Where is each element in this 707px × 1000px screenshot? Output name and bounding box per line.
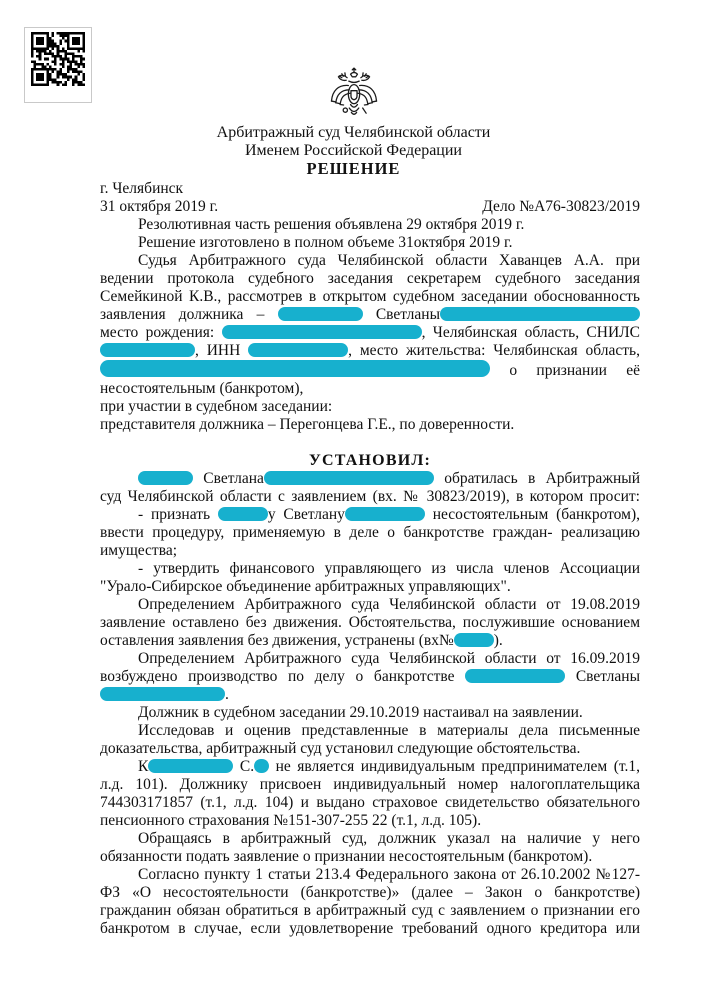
text-run: .: [225, 686, 229, 703]
redaction-mark: [222, 325, 422, 339]
section-heading: [100, 452, 640, 470]
text-line: [100, 722, 640, 740]
text-run: заявления должника –: [100, 306, 278, 323]
text-line: [100, 758, 640, 776]
text-run: Определением Арбитражного суда Челябинской области от 19.08.2019: [138, 596, 640, 613]
text-run: заявление оставлено без движения. Обстоятельства, послужившие основанием: [100, 614, 640, 631]
text-run: С.: [233, 758, 255, 775]
text-run: Семейкиной К.В., рассмотрев в открытом судебном заседании обоснованность: [100, 288, 640, 305]
text-run: - признать: [138, 506, 218, 523]
text-line: [100, 288, 640, 306]
text-line: [100, 830, 640, 848]
text-line: [100, 614, 640, 632]
text-run: К: [138, 758, 149, 775]
text-line: [100, 324, 640, 342]
text-line: [100, 794, 640, 812]
court-name: Арбитражный суд Челябинской области: [216, 124, 491, 141]
blank-line: [100, 434, 640, 452]
text-run: Резолютивная часть решения объявлена 29 октября 2019 г.: [138, 216, 525, 233]
text-line: [100, 632, 640, 650]
text-run: , место жительства: Челябинская область,: [348, 342, 640, 359]
text-line: [100, 776, 640, 794]
redaction-mark: [100, 687, 225, 701]
text-line: [100, 398, 640, 416]
text-run: ввести процедуру, применяемую в деле о банкротстве граждан- реализацию: [100, 524, 640, 541]
text-run: место рождения:: [100, 324, 222, 341]
redaction-mark: [465, 669, 565, 683]
text-run: несостоятельным (банкротом),: [100, 380, 304, 397]
text-line: [100, 686, 640, 704]
text-line: [100, 470, 640, 488]
text-run: Обращаясь в арбитражный суд, должник указал на наличие у него: [138, 830, 640, 847]
text-line: [100, 560, 640, 578]
text-line: [100, 578, 640, 596]
text-run: возбуждено производство по делу о банкротстве: [100, 668, 466, 685]
text-line: [100, 488, 640, 506]
text-run: обратилась в Арбитражный: [433, 470, 640, 487]
text-run: доказательства, арбитражный суд установил следующие обстоятельства.: [100, 740, 581, 757]
text-line: [100, 866, 640, 884]
text-run: несостоятельным (банкротом),: [424, 506, 640, 523]
text-run: пенсионного страхования №151-307-255 22 (т.1, л.д. 105).: [100, 812, 482, 829]
text-run: , Челябинская область, СНИЛС: [421, 324, 640, 341]
text-run: не является индивидуальным предпринимателем (т.1,: [269, 758, 640, 775]
text-run: "Урало-Сибирское объединение арбитражных управляющих".: [100, 578, 511, 595]
redaction-mark: [148, 759, 233, 773]
russian-federation-coat-of-arms-icon: [0, 0, 707, 124]
text-run: имущества;: [100, 542, 178, 559]
text-run: оставления заявления без движения, устранены (вх№: [100, 632, 454, 649]
text-line: [100, 252, 640, 270]
text-run: - утвердить финансового управляющего из числа членов Ассоциации: [138, 560, 640, 577]
text-line: [100, 380, 640, 398]
text-run: Исследовав и оценив представленные в материалы дела письменные: [138, 722, 640, 739]
text-line: [100, 596, 640, 614]
redaction-mark: [100, 343, 195, 357]
text-run: у Светлану: [267, 506, 345, 523]
text-line: [100, 506, 640, 524]
text-run: ФЗ «О несостоятельности (банкротстве)» (далее – Закон о банкротстве): [100, 884, 640, 901]
redaction-mark: [138, 471, 193, 485]
text-run: Определением Арбитражного суда Челябинской области от 16.09.2019: [138, 650, 640, 667]
date-case-row: [100, 198, 640, 216]
redaction-mark: [254, 759, 269, 773]
redaction-mark: [248, 343, 348, 357]
text-line: [100, 740, 640, 758]
redaction-mark: [345, 507, 425, 521]
text-run: Светланы: [362, 306, 440, 323]
text-run: представителя должника – Перегонцева Г.Е., по доверенности.: [100, 416, 515, 433]
decision-date: 31 октября 2019 г.: [100, 198, 219, 215]
text-run: Решение изготовлено в полном объеме 31октября 2019 г.: [138, 234, 513, 251]
text-run: обязанности подать заявление о признании несостоятельным (банкротом).: [100, 848, 593, 865]
text-run: УСТАНОВИЛ:: [309, 452, 431, 469]
text-line: [100, 650, 640, 668]
text-run: Светлана: [193, 470, 264, 487]
text-run: 744303171857 (т.1, л.д. 104) и выдано страховое свидетельство обязательного: [100, 794, 640, 811]
text-run: Судья Арбитражного суда Челябинской области Хаванцев А.А. при: [138, 252, 640, 269]
text-line: [100, 524, 640, 542]
text-line: [100, 270, 640, 288]
text-line: [100, 342, 640, 360]
text-run: Светланы: [565, 668, 640, 685]
qr-code-icon: [24, 27, 92, 103]
redaction-mark: [264, 471, 434, 485]
text-run: Согласно пункту 1 статьи 213.4 Федерального закона от 26.10.2002 №127-: [138, 866, 640, 883]
text-line: [100, 920, 640, 938]
text-run: суд Челябинской области с заявлением (вх. № 30823/2019), в котором просит:: [100, 488, 640, 505]
redaction-mark: [440, 307, 640, 321]
text-line: [100, 884, 640, 902]
text-line: [100, 812, 640, 830]
text-run: банкротом в случае, если удовлетворение требований одного кредитора или: [100, 920, 640, 937]
text-run: Должник в судебном заседании 29.10.2019 настаивал на заявлении.: [138, 704, 583, 721]
redaction-mark: [454, 633, 494, 647]
text-line: [100, 542, 640, 560]
text-line: [100, 416, 640, 434]
text-line: [100, 902, 640, 920]
text-line: [100, 360, 640, 380]
redaction-mark: [278, 307, 363, 321]
text-line: [100, 234, 640, 252]
document-content: [100, 180, 640, 938]
text-line: [100, 848, 640, 866]
text-line: [100, 216, 640, 234]
in-name-of-line: Именем Российской Федерации: [245, 142, 462, 159]
document-type-title: РЕШЕНИЕ: [306, 159, 401, 178]
text-run: о признании её: [490, 362, 640, 379]
text-run: л.д. 101). Должнику присвоен индивидуальный номер налогоплательщика: [100, 776, 640, 793]
text-line: [100, 668, 640, 686]
text-run: при участии в судебном заседании:: [100, 398, 333, 415]
case-number: Дело №А76-30823/2019: [482, 198, 640, 215]
text-line: [100, 704, 640, 722]
text-run: , ИНН: [195, 342, 249, 359]
text-line: [100, 306, 640, 324]
redaction-mark: [100, 360, 490, 377]
city-label: г. Челябинск: [100, 180, 184, 197]
text-run: ведении протокола судебного заседания секретарем судебного заседания: [100, 270, 640, 287]
text-run: ).: [493, 632, 503, 649]
text-run: гражданин обязан обратиться в арбитражный суд с заявлением о признании его: [100, 902, 640, 919]
document-body: [100, 216, 640, 938]
redaction-mark: [218, 507, 268, 521]
